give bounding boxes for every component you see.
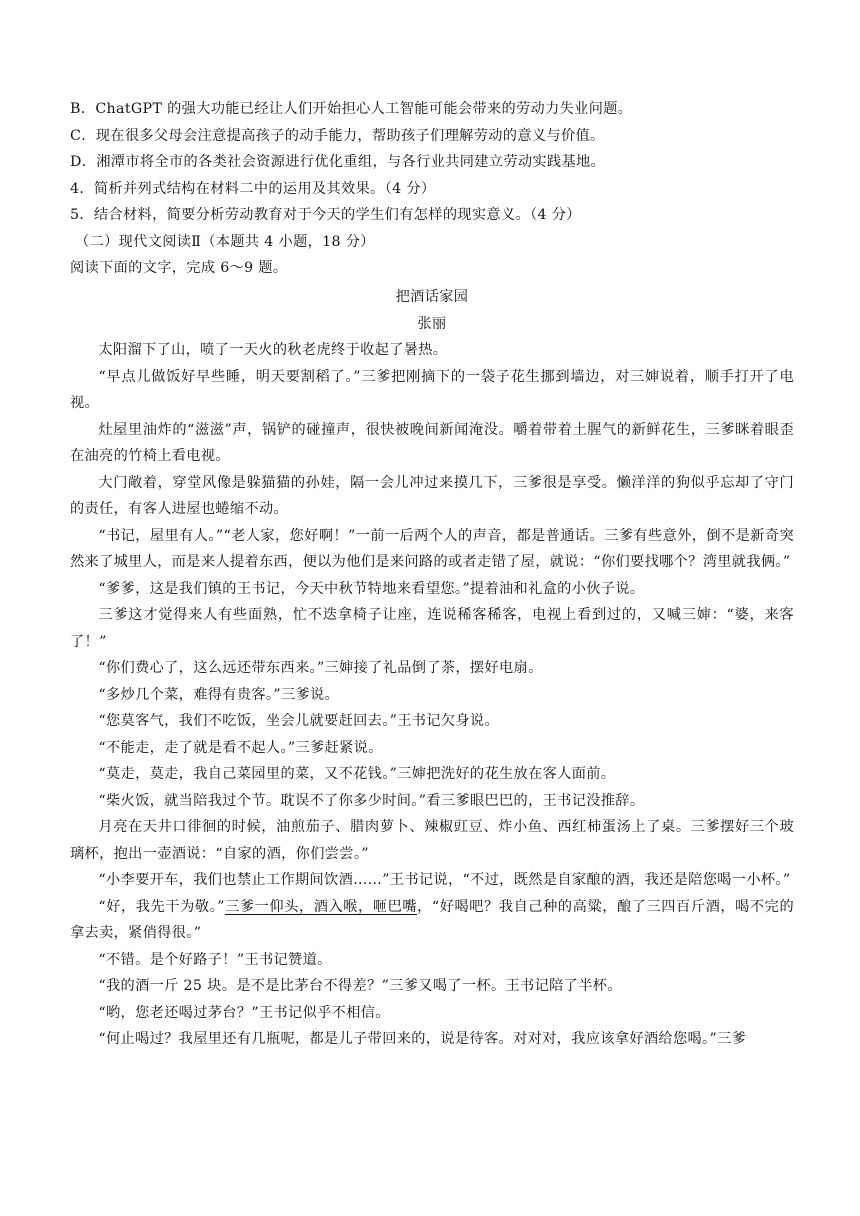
paragraph: “莫走，莫走，我自己菜园里的菜，又不花钱。”三婶把洗好的花生放在客人面前。 — [98, 766, 616, 782]
paragraph-with-underline — [70, 894, 794, 947]
paragraph: 大门敞着，穿堂风像是躲猫猫的孙娃，隔一会儿冲过来摸几下，三爹很是享受。懒洋洋的狗似乎忘却了守门的责任，有客人进屋也蜷缩不动。 — [70, 474, 794, 517]
underlined-sentence: 三爹一仰头，酒入喉，咂巴嘴 — [224, 898, 418, 915]
story-author: 张丽 — [417, 315, 447, 332]
question-options-block — [70, 96, 800, 282]
reading-instruction: 阅读下面的文字，完成 6～9 题。 — [70, 260, 288, 276]
paragraph: “早点儿做饭好早些睡，明天要割稻了。”三爹把刚摘下的一袋子花生挪到墙边，对三婶说着，顺手打开了电视。 — [70, 368, 794, 411]
paragraph: 太阳溜下了山，喷了一天火的秋老虎终于收起了暑热。 — [98, 342, 448, 358]
paragraph: “不错。是个好路子！”王书记赞道。 — [98, 951, 332, 968]
option-d: D．湘潭市将全市的各类社会资源进行优化重组，与各行业共同建立劳动实践基地。 — [70, 154, 606, 170]
section-heading: （二）现代文阅读Ⅱ（本题共 4 小题，18 分） — [75, 233, 375, 250]
paragraph: 灶屋里油炸的“滋滋”声，锅铲的碰撞声，很快被晚间新闻淹没。嚼着带着土腥气的新鲜花生，三爹眯着眼歪在油亮的竹椅上看电视。 — [70, 421, 794, 464]
story-text — [70, 284, 794, 1053]
paragraph: “哟，您老还喝过茅台？”王书记似乎不相信。 — [98, 1004, 390, 1021]
option-b: B．ChatGPT 的强大功能已经让人们开始担心人工智能可能会带来的劳动力失业问题。 — [70, 101, 633, 117]
paragraph: “书记，屋里有人。”“老人家，您好啊！”一前一后两个人的声音，都是普通话。三爹有些意外，倒不是新奇突然来了城里人，而是来人提着东西，便以为他们是来问路的或者走错了屋，就说：“你们要找哪个？湾里就我俩。” — [70, 527, 794, 570]
question-4: 4．简析并列式结构在材料二中的运用及其效果。（4 分） — [70, 180, 436, 197]
option-c: C．现在很多父母会注意提高孩子的动手能力，帮助孩子们理解劳动的意义与价值。 — [70, 127, 605, 144]
paragraph: “我的酒一斤 25 块。是不是比茅台不得差？”三爹又喝了一杯。王书记陪了半杯。 — [98, 978, 622, 994]
paragraph: “你们费心了，这么远还带东西来。”三婶接了礼品倒了茶，摆好电扇。 — [98, 660, 543, 676]
paragraph: 月亮在天井口徘徊的时候，油煎茄子、腊肉萝卜、辣椒豇豆、炸小鱼、西红柿蛋汤上了桌。三爹摆好三个玻璃杯，抱出一壶酒说：“自家的酒，你们尝尝。” — [70, 819, 794, 862]
paragraph: “多炒几个菜，难得有贵客。”三爹说。 — [98, 686, 340, 703]
paragraph: “爹爹，这是我们镇的王书记，今天中秋节特地来看望您。”提着油和礼盒的小伙子说。 — [98, 580, 645, 597]
paragraph: “不能走，走了就是看不起人。”三爹赶紧说。 — [98, 739, 383, 756]
story-title: 把酒话家园 — [395, 289, 469, 305]
paragraph: “柴火饭，就当陪我过个节。耽误不了你多少时间。”看三爹眼巴巴的，王书记没推辞。 — [98, 792, 645, 809]
paragraph: “何止喝过？我屋里还有几瓶呢，都是儿子带回来的，说是待客。对对对，我应该拿好酒给您喝。”三爹 — [98, 1031, 747, 1047]
paragraph: 三爹这才觉得来人有些面熟，忙不迭拿椅子让座，连说稀客稀客，电视上看到过的，又喊三婶：“婆，来客了！” — [70, 607, 794, 650]
dialogue-text: “好，我先干为敬。” — [98, 898, 225, 915]
paragraph: “您莫客气，我们不吃饭，坐会儿就要赶回去。”王书记欠身说。 — [98, 713, 500, 729]
question-5: 5．结合材料，简要分析劳动教育对于今天的学生们有怎样的现实意义。（4 分） — [70, 207, 581, 223]
paragraph: “小李要开车，我们也禁止工作期间饮酒……”王书记说，“不过，既然是自家酿的酒，我还是陪您喝一小杯。” — [98, 872, 791, 888]
dialogue-text: ，“好喝吧？我自己种的高粱，酿了三四百斤酒，喝不完的拿去卖，紧俏得很。” — [70, 898, 794, 941]
